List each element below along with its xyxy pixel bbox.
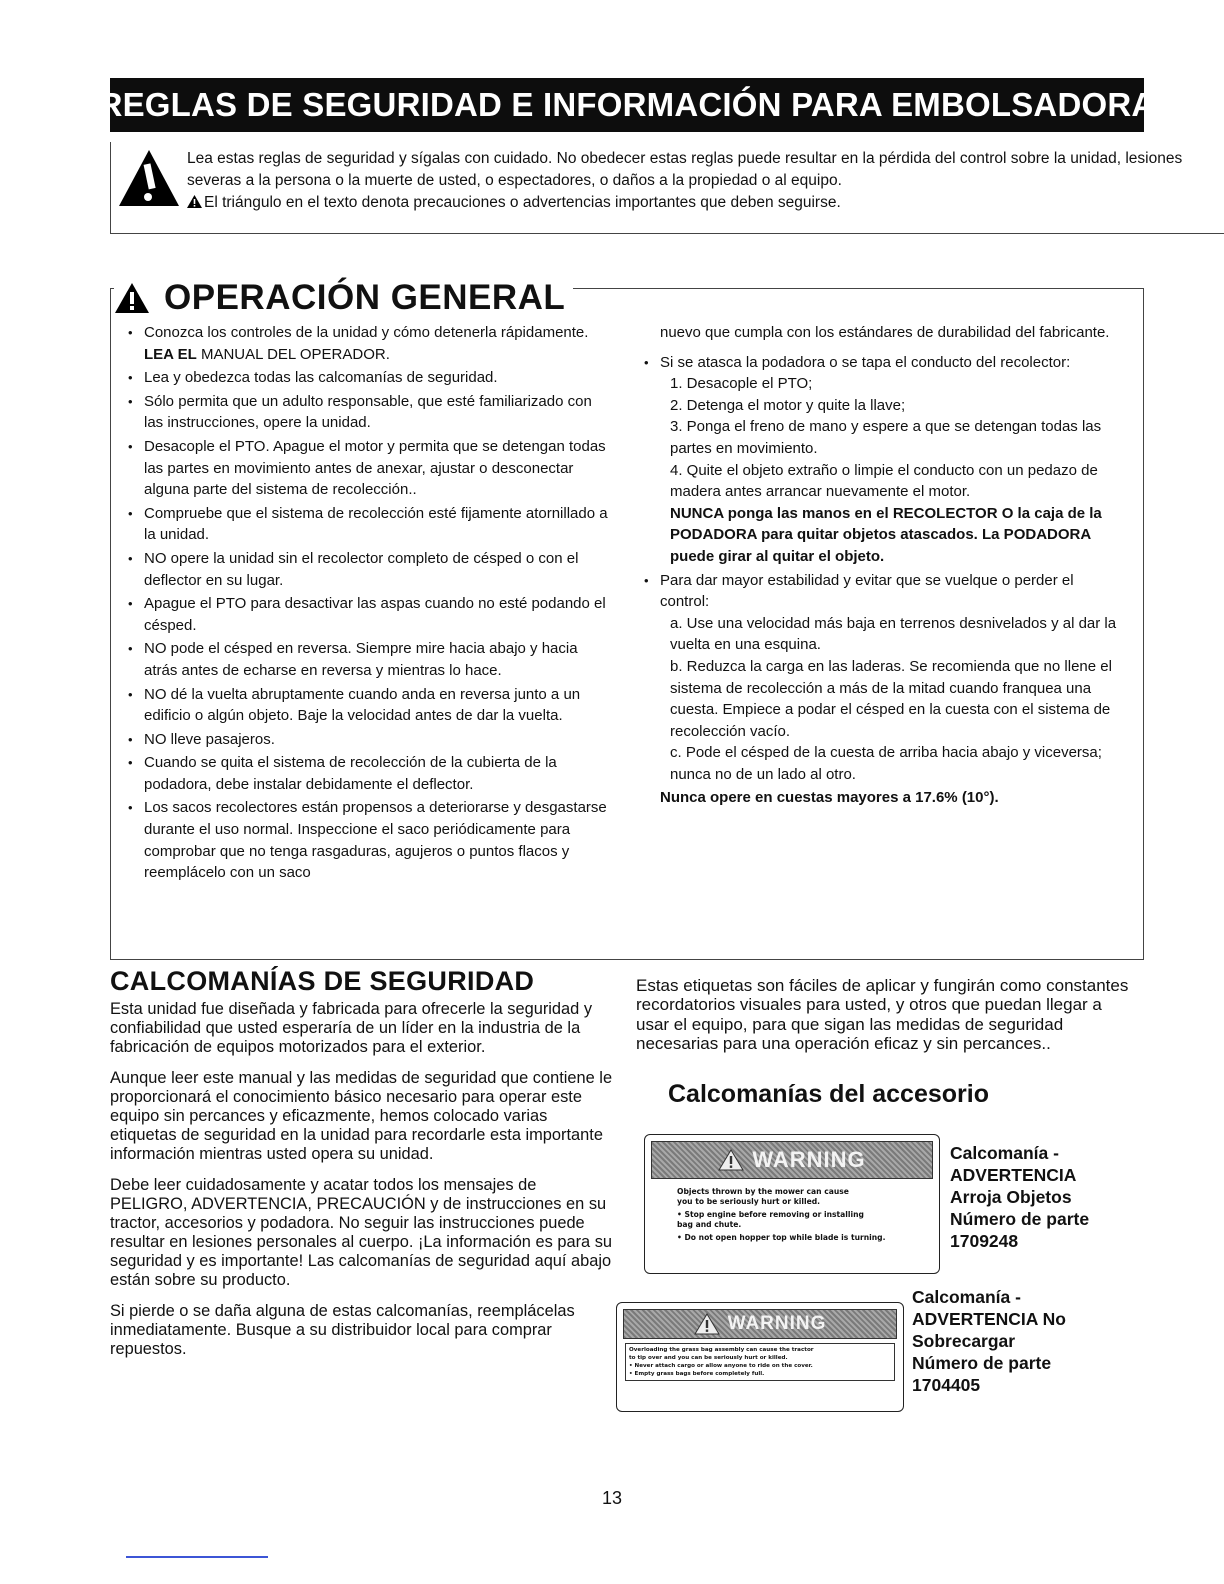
- decal-line: Objects thrown by the mower can cause: [677, 1187, 849, 1196]
- decal-band-text: WARNING: [752, 1147, 866, 1172]
- operacion-left-column: [124, 322, 612, 886]
- list-item: 3. Ponga el freno de mano y espere a que se detengan todas las partes en movimiento.: [670, 418, 1102, 457]
- warning-triangle-icon: [718, 1149, 744, 1171]
- warning-triangle-icon: [117, 148, 181, 208]
- list-item: c. Pode el césped de la cuesta de arriba hacia abajo y viceversa; nunca no de un lado al otro.: [670, 744, 1102, 783]
- bottom-rule: [126, 1556, 268, 1558]
- caption-line: Calcomanía -: [912, 1287, 1021, 1307]
- decal-body: [653, 1187, 931, 1243]
- warning-triangle-icon: [694, 1313, 720, 1335]
- warning-triangle-icon: [114, 282, 150, 314]
- caption-line: Arroja Objetos: [950, 1187, 1072, 1207]
- list-item: • Sólo permita que un adulto responsable, que esté familiarizado con las instrucciones, opere la unidad.: [124, 391, 612, 434]
- decal-caption-1: [950, 1142, 1170, 1252]
- warning-decal-overload: [616, 1302, 904, 1412]
- caption-line: Número de parte: [950, 1209, 1090, 1229]
- calcomanias-left-column: [110, 1000, 615, 1371]
- decal-caption-2: [912, 1286, 1152, 1396]
- decal-line: • Never attach cargo or allow anyone to ride on the cover.: [629, 1363, 813, 1369]
- list-item: • NO pode el césped en reversa. Siempre mire hacia abajo y hacia atrás antes de echarse en reversa y mientras lo hace.: [124, 638, 612, 681]
- warning-triangle-icon: [187, 195, 202, 208]
- intro-line2-wrap: [187, 192, 1217, 214]
- calcomanias-paragraph: Debe leer cuidadosamente y acatar todos los mensajes de PELIGRO, ADVERTENCIA, PRECAUCIÓN y de instrucciones en su tractor, accesorios y podadora. No seguir las instrucciones puede resultar en lesiones personales al cuerpo. ¡La información es para su seguridad y es importante! Las calcomanías de seguridad aquí abajo están sobre su producto.: [110, 1176, 613, 1289]
- list-item: b. Reduzca la carga en las laderas. Se recomienda que no llene el sistema de recolección a más de la mitad cuando franquea una cuesta. Empiece a podar el césped en la cuesta con el sistema de recolección vacío.: [670, 657, 1112, 740]
- list-item: 4. Quite el objeto extraño o limpie el conducto con un pedazo de madera antes arrancar nuevamente el motor.: [670, 461, 1098, 501]
- list-item: • NO lleve pasajeros.: [124, 729, 612, 751]
- decal-line: bag and chute.: [677, 1220, 742, 1229]
- calcomanias-paragraph: Si pierde o se daña alguna de estas calcomanías, reemplácelas inmediatamente. Busque a su distribuidor local para comprar repuestos.: [110, 1302, 575, 1358]
- decal-band-text: WARNING: [727, 1313, 827, 1334]
- caption-line: Calcomanía -: [950, 1143, 1059, 1163]
- caption-line: ADVERTENCIA No: [912, 1309, 1066, 1329]
- list-item: • Conozca los controles de la unidad y cómo detenerla rápidamente. LEA EL MANUAL DEL OPERADOR.: [124, 322, 612, 365]
- list-item: [640, 570, 1118, 786]
- list-item: • Compruebe que el sistema de recolección esté fijamente atornillado a la unidad.: [124, 503, 612, 546]
- list-item: a. Use una velocidad más baja en terrenos desnivelados y al dar la vuelta en una esquina.: [670, 614, 1117, 654]
- decal-line: • Stop engine before removing or installing: [677, 1210, 864, 1219]
- decal-line: to tip over and you can be seriously hurt or killed.: [629, 1355, 788, 1361]
- operacion-bullet-list: [124, 322, 612, 884]
- list-item: • Apague el PTO para desactivar las aspas cuando no esté podando el césped.: [124, 593, 612, 636]
- atasca-warning: NUNCA ponga las manos en el RECOLECTOR O la caja de la PODADORA para quitar objetos atascados. La PODADORA puede girar al quitar el objeto.: [670, 504, 1102, 565]
- estabilidad-warning: Nunca opere en cuestas mayores a 17.6% (10°).: [660, 789, 999, 807]
- estabilidad-items: [660, 613, 1118, 786]
- bullet-continuation: nuevo que cumpla con los estándares de durabilidad del fabricante.: [660, 324, 1110, 341]
- page-number: 13: [601, 1488, 623, 1508]
- intro-line1: Lea estas reglas de seguridad y sígalas con cuidado. No obedecer estas reglas puede resultar en la pérdida del control sobre la unidad, lesiones severas a la persona o la muerte de usted, o espectadores, o daños a la propiedad o al equipo.: [187, 150, 1183, 189]
- calcomanias-paragraph: Aunque leer este manual y las medidas de seguridad que contiene le proporcionará el conocimiento básico necesario para operar este equipo sin percances y eficazmente, hemos colocado varias etiquetas de seguridad en la unidad para recordarle esta importante información mientras usted opera su unidad.: [110, 1069, 613, 1163]
- list-item: • NO opere la unidad sin el recolector completo de césped o con el deflector en su lugar.: [124, 548, 612, 591]
- decal-warning-band: [651, 1141, 933, 1179]
- calcomanias-paragraph: Esta unidad fue diseñada y fabricada para ofrecerle la seguridad y confiabilidad que usted esperaría de un líder en la industria de la fabricación de equipos motorizados para el exterior.: [110, 1000, 593, 1056]
- list-item: • NO dé la vuelta abruptamente cuando anda en reversa junto a un edificio o algún objeto. Baje la velocidad antes de dar la vuelta.: [124, 684, 612, 727]
- part-number: 1704405: [912, 1375, 981, 1395]
- intro-box: [110, 142, 1224, 234]
- list-item: • Lea y obedezca todas las calcomanías de seguridad.: [124, 367, 612, 389]
- operacion-title: OPERACIÓN GENERAL: [164, 278, 566, 317]
- intro-line2: El triángulo en el texto denota precauciones o advertencias importantes que deben seguirse.: [204, 194, 841, 211]
- warning-decal-objects: [644, 1134, 940, 1274]
- estabilidad-intro: • Para dar mayor estabilidad y evitar que se vuelque o perder el control:: [660, 571, 1074, 611]
- decal-line: you to be seriously hurt or killed.: [677, 1197, 821, 1206]
- decal-line: • Empty grass bags before completely full.: [629, 1371, 765, 1377]
- list-item: • Los sacos recolectores están propensos a deteriorarse y desgastarse durante el uso normal. Inspeccione el saco periódicamente para comprobar que no tenga rasgaduras, agujeros o puntos flacos y reemplácelo con un saco: [124, 797, 612, 883]
- caption-line: Sobrecargar: [912, 1331, 1016, 1351]
- part-number: 1709248: [950, 1231, 1019, 1251]
- calcomanias-title: CALCOMANÍAS DE SEGURIDAD: [110, 966, 535, 996]
- calcomanias-right-paragraph: Estas etiquetas son fáciles de aplicar y fungirán como constantes recordatorios visuales para usted, y otros que puedan llegar a usar el equipo, para que sigan las medidas de seguridad necesarias para una operación eficaz y sin percances..: [636, 976, 1129, 1054]
- decal-body: [625, 1343, 895, 1381]
- accesorio-title: Calcomanías del accesorio: [668, 1080, 989, 1108]
- caption-line: Número de parte: [912, 1353, 1052, 1373]
- operacion-heading: [114, 278, 573, 318]
- decal-warning-band: [623, 1309, 897, 1339]
- list-item: 2. Detenga el motor y quite la llave;: [670, 396, 906, 414]
- operacion-right-column: [640, 322, 1118, 809]
- list-item: • Cuando se quita el sistema de recolección de la cubierta de la podadora, debe instalar debidamente el deflector.: [124, 752, 612, 795]
- caption-line: ADVERTENCIA: [950, 1165, 1077, 1185]
- list-item: 1. Desacople el PTO;: [670, 375, 813, 393]
- operacion-bullet-list-right: [640, 352, 1118, 786]
- banner-title: REGLAS DE SEGURIDAD E INFORMACIÓN PARA EMBOLSADORA: [98, 86, 1156, 123]
- intro-text: [187, 148, 1217, 214]
- decal-line: Overloading the grass bag assembly can cause the tractor: [629, 1347, 814, 1353]
- atasca-intro: • Si se atasca la podadora o se tapa el conducto del recolector:: [660, 353, 1071, 371]
- list-item: • Desacople el PTO. Apague el motor y permita que se detengan todas las partes en movimiento antes de anexar, ajustar o desconectar alguna parte del sistema de recolección..: [124, 436, 612, 501]
- atasca-steps: [660, 373, 1118, 567]
- decal-line: • Do not open hopper top while blade is turning.: [677, 1233, 886, 1242]
- page-banner: [98, 78, 1156, 132]
- list-item: [640, 352, 1118, 568]
